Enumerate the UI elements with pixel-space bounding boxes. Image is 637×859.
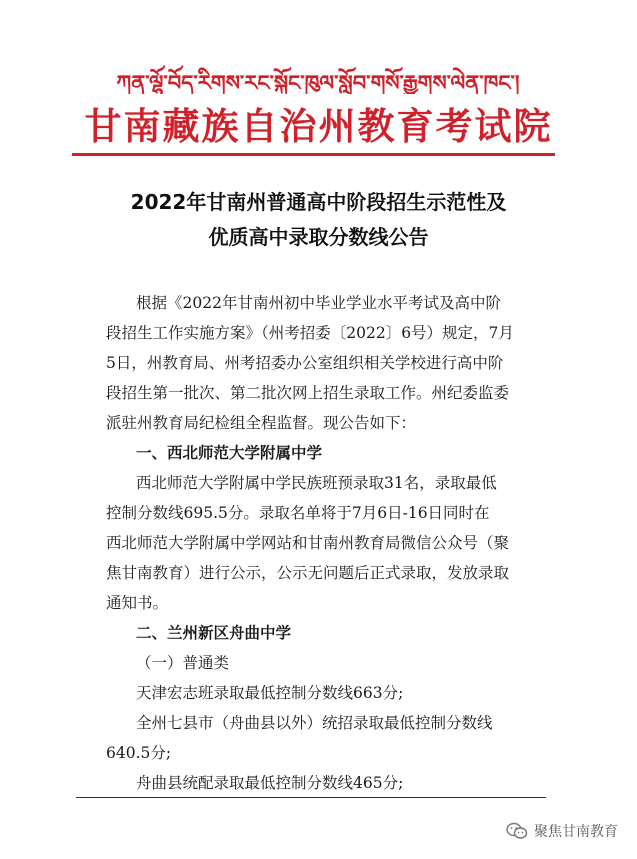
paragraph-line: 段招生工作实施方案》（州考招委〔2022〕6号）规定，7月 [106, 324, 514, 342]
section-1-line: 焦甘南教育）进行公示，公示无问题后正式录取，发放录取 [106, 564, 510, 582]
section-1-heading: 一、西北师范大学附属中学 [136, 444, 323, 462]
section-1-line: 西北师范大学附属中学网站和甘南州教育局微信公众号（聚 [106, 534, 510, 552]
watermark-text: 聚焦甘南教育 [534, 824, 618, 840]
section-1-line: 通知书。 [106, 594, 169, 612]
wechat-watermark [506, 819, 618, 843]
header-divider [72, 153, 555, 156]
section-2-line: 天津宏志班录取最低控制分数线663分; [136, 684, 404, 702]
footer-divider [76, 797, 546, 798]
org-name-heading: 甘南藏族自治州教育考试院 [84, 104, 553, 148]
paragraph-line: 5日，州教育局、州考招委办公室组织相关学校进行高中阶 [106, 354, 504, 372]
document-title-line-1: 2022年甘南州普通高中阶段招生示范性及 [130, 190, 507, 214]
section-1-line: 西北师范大学附属中学民族班预录取31名，录取最低 [136, 474, 497, 492]
paragraph-line: 根据《2022年甘南州初中毕业学业水平考试及高中阶 [136, 294, 501, 312]
wechat-icon [506, 822, 528, 840]
paragraph-line: 派驻州教育局纪检组全程监督。现公告如下： [106, 414, 417, 432]
section-2-line: 640.5分; [106, 744, 172, 762]
tibetan-org-name: ཀན་ལྷོ་བོད་རིགས་རང་སྐྱོང་ཁུལ་སློབ་གསོ་རྒྱུགས་ལེན་ཁང་། [116, 71, 520, 94]
section-2-line: 舟曲县统配录取最低控制分数线465分; [136, 774, 404, 792]
section-2-subheading: （一）普通类 [136, 654, 230, 672]
section-2-line: 全州七县市（舟曲县以外）统招录取最低控制分数线 [136, 714, 493, 732]
paragraph-line: 段招生第一批次、第二批次网上招生录取工作。州纪委监委 [106, 384, 510, 402]
section-1-line: 控制分数线695.5分。录取名单将于7月6日-16日同时在 [106, 504, 490, 522]
document-title-line-2: 优质高中录取分数线公告 [208, 225, 429, 249]
section-2-heading: 二、兰州新区舟曲中学 [136, 624, 292, 642]
